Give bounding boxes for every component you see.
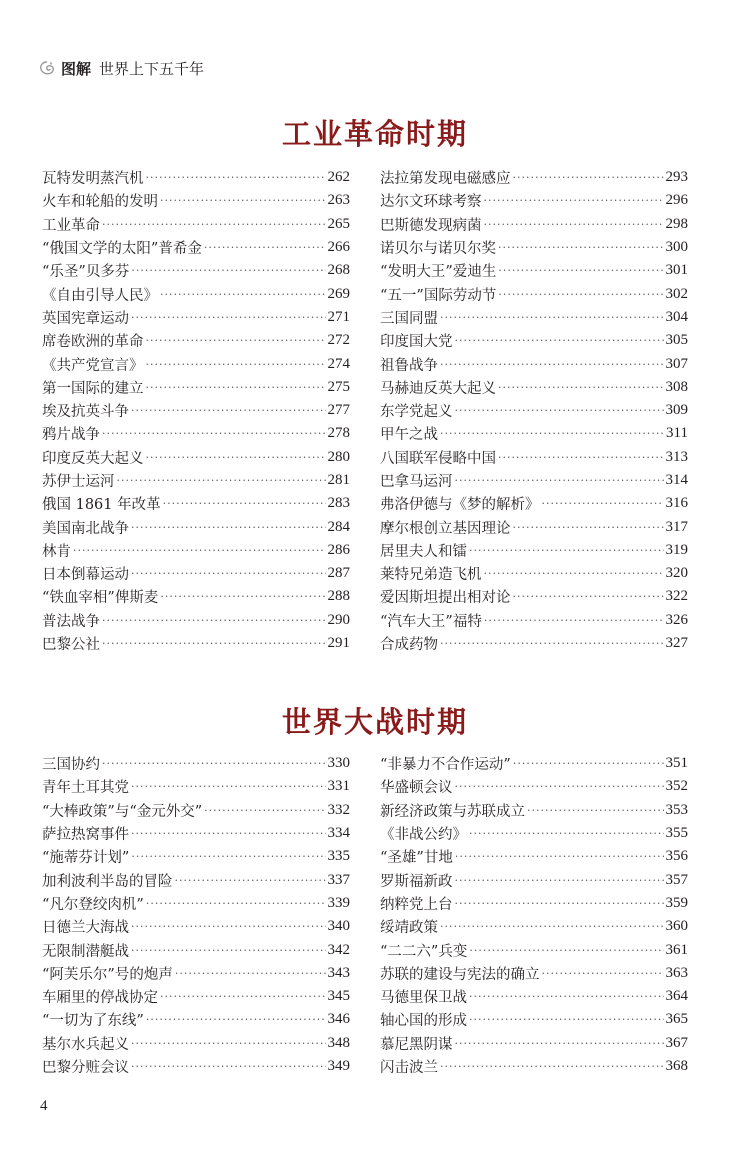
dot-leader	[455, 897, 664, 910]
toc-entry-page: 314	[665, 472, 688, 488]
dot-leader	[160, 590, 325, 603]
toc-entry-title: “圣雄”甘地	[380, 850, 453, 867]
toc-entry[interactable]	[380, 422, 688, 445]
toc-column-right	[380, 752, 688, 1078]
toc-entry-page: 268	[327, 262, 350, 279]
dot-leader	[455, 850, 664, 863]
toc-entry-page: 265	[327, 215, 350, 232]
dot-leader	[131, 1060, 326, 1073]
toc-entry[interactable]	[42, 236, 350, 259]
toc-entry[interactable]	[380, 1055, 688, 1078]
toc-entry-title: 《共产党宣言》	[42, 357, 144, 374]
toc-entry-title: “大棒政策”与“金元外交”	[42, 803, 203, 820]
toc-entry-title: 轴心国的形成	[380, 1013, 467, 1030]
dot-leader	[484, 567, 664, 580]
toc-entry-title: 罗斯福新政	[380, 873, 453, 890]
toc-entry[interactable]	[380, 609, 688, 632]
dot-leader	[117, 474, 326, 487]
toc-entry-title: 苏伊士运河	[42, 474, 115, 490]
toc-entry-page: 291	[327, 635, 350, 652]
toc-entry-title: 苏联的建设与宪法的确立	[380, 966, 540, 983]
toc-entry[interactable]	[42, 492, 350, 515]
dot-leader	[469, 827, 664, 840]
toc-entry[interactable]	[42, 822, 350, 845]
dot-leader	[175, 967, 326, 980]
toc-entry[interactable]	[42, 352, 350, 375]
toc-entry[interactable]	[380, 562, 688, 585]
toc-entry-title: 新经济政策与苏联成立	[380, 803, 525, 820]
toc-entry-page: 327	[665, 635, 688, 652]
toc-entry-title: “凡尔登绞肉机”	[42, 896, 144, 913]
toc-entry-page: 332	[327, 801, 350, 818]
toc-entry-page: 301	[665, 262, 688, 279]
toc-entry-title: 三国同盟	[380, 310, 438, 327]
toc-entry-title: 绥靖政策	[380, 920, 438, 937]
toc-entry-page: 360	[665, 918, 688, 935]
toc-entry-page: 262	[327, 169, 350, 186]
toc-entry[interactable]	[42, 585, 350, 608]
dot-leader	[542, 497, 664, 510]
toc-entry[interactable]	[380, 166, 688, 189]
toc-entry-title: 日本倒幕运动	[42, 567, 129, 584]
toc-entry-title: 巴黎分赃会议	[42, 1060, 129, 1076]
toc-entry-page: 302	[665, 285, 688, 302]
dot-leader	[484, 194, 664, 207]
toc-entry-page: 283	[327, 495, 350, 512]
toc-entry-title: 车厢里的停战协定	[42, 990, 158, 1007]
toc-entry-title: 普法战争	[42, 613, 100, 630]
toc-entry-title: “铁血宰相”俾斯麦	[42, 590, 159, 607]
toc-entry-title: “乐圣”贝多芬	[42, 264, 130, 281]
swirl-logo-icon	[38, 60, 56, 78]
toc-entry[interactable]	[380, 189, 688, 212]
toc-entry[interactable]	[380, 822, 688, 845]
toc-entry[interactable]	[42, 845, 350, 868]
toc-entry-title: 日德兰大海战	[42, 920, 129, 937]
toc-entry-title: 诺贝尔与诺贝尔奖	[380, 241, 496, 258]
toc-entry[interactable]	[380, 282, 688, 305]
toc-entry-title: 瓦特发明蒸汽机	[42, 171, 144, 188]
toc-entry-page: 288	[327, 588, 350, 605]
toc-entry[interactable]	[42, 609, 350, 632]
dot-leader	[131, 780, 326, 793]
dot-leader	[498, 288, 663, 301]
toc-entry-title: 八国联军侵略中国	[380, 450, 496, 467]
toc-entry-title: 摩尔根创立基因理论	[380, 520, 511, 537]
toc-entry-title: 《自由引导人民》	[42, 287, 158, 304]
toc-entry-title: “发明大王”爱迪生	[380, 264, 497, 281]
toc-entry[interactable]	[380, 352, 688, 375]
toc-entry[interactable]	[42, 446, 350, 469]
toc-entry-title: 印度反英大起义	[42, 450, 144, 467]
toc-entry[interactable]	[380, 752, 688, 775]
toc-entry[interactable]	[380, 1032, 688, 1055]
toc-entry-page: 281	[327, 472, 350, 488]
toc-entry-title: 马赫迪反英大起义	[380, 380, 496, 397]
toc-entry[interactable]	[42, 166, 350, 189]
dot-leader	[73, 544, 326, 557]
toc-entry-page: 277	[327, 402, 350, 419]
dot-leader	[440, 311, 664, 324]
page-number: 4	[40, 1098, 48, 1114]
toc-entry-page: 348	[327, 1034, 350, 1051]
toc-entry[interactable]	[380, 469, 688, 492]
toc-entry-page: 351	[665, 755, 688, 772]
toc-entry[interactable]	[380, 539, 688, 562]
toc-entry[interactable]	[42, 329, 350, 352]
toc-entry[interactable]	[380, 1008, 688, 1031]
dot-leader	[204, 241, 326, 254]
dot-leader	[102, 757, 326, 770]
toc-column-right	[380, 166, 688, 655]
dot-leader	[440, 427, 664, 440]
toc-entry[interactable]	[42, 1032, 350, 1055]
toc-entry-page: 304	[665, 308, 688, 325]
toc-entry[interactable]	[42, 962, 350, 985]
toc-entry-title: 莱特兄弟造飞机	[380, 567, 482, 584]
toc-entry-page: 330	[327, 755, 350, 772]
toc-entry[interactable]	[380, 213, 688, 236]
toc-column-left	[42, 752, 350, 1078]
toc-entry-page: 305	[665, 332, 688, 349]
toc-entry[interactable]	[380, 585, 688, 608]
toc-entry-page: 269	[327, 285, 350, 302]
toc-entry-title: 英国宪章运动	[42, 310, 129, 327]
toc-entry[interactable]	[380, 329, 688, 352]
toc-entry[interactable]	[42, 189, 350, 212]
dot-leader	[440, 637, 664, 650]
toc-entry[interactable]	[380, 492, 688, 515]
dot-leader	[455, 780, 664, 793]
toc-entry-page: 266	[327, 239, 350, 256]
toc-entry-page: 352	[665, 778, 688, 795]
toc-entry-title: 华盛顿会议	[380, 780, 453, 797]
dot-leader	[469, 944, 663, 957]
dot-leader	[131, 827, 326, 840]
toc-entry-page: 286	[327, 541, 350, 558]
toc-entry[interactable]	[42, 469, 350, 492]
toc-entry-page: 340	[327, 918, 350, 935]
toc-entry-page: 355	[665, 825, 688, 842]
toc-entry-page: 346	[327, 1011, 350, 1028]
toc-entry-title: “施蒂芬计划”	[42, 850, 130, 867]
dot-leader	[131, 404, 326, 417]
dot-leader	[527, 804, 664, 817]
toc-entry[interactable]	[380, 892, 688, 915]
dot-leader	[498, 381, 664, 394]
toc-entry-page: 353	[665, 801, 688, 818]
toc-entry-title: 加利波利半岛的冒险	[42, 873, 173, 890]
toc-entry-title: 闪击波兰	[380, 1060, 438, 1076]
toc-entry-title: 祖鲁战争	[380, 357, 438, 374]
dot-leader	[131, 850, 325, 863]
dot-leader	[455, 334, 664, 347]
toc-entry[interactable]	[380, 985, 688, 1008]
dot-leader	[131, 311, 326, 324]
toc-entry[interactable]	[380, 915, 688, 938]
toc-entry[interactable]	[380, 845, 688, 868]
dot-leader	[146, 171, 326, 184]
dot-leader	[440, 920, 664, 933]
dot-leader	[131, 920, 326, 933]
toc-entry-page: 345	[327, 988, 350, 1005]
toc-entry-page: 359	[665, 894, 688, 911]
toc-entry[interactable]	[380, 376, 688, 399]
toc-entry-title: 居里夫人和镭	[380, 543, 467, 560]
toc-entry-page: 357	[665, 871, 688, 888]
dot-leader	[131, 944, 326, 957]
toc-entry-page: 293	[665, 169, 688, 186]
toc-entry-title: 法拉第发现电磁感应	[380, 171, 511, 188]
toc-entry[interactable]	[380, 259, 688, 282]
dot-leader	[146, 358, 326, 371]
dot-leader	[102, 218, 326, 231]
toc-entry-page: 365	[665, 1011, 688, 1028]
dot-leader	[131, 264, 325, 277]
dot-leader	[484, 614, 664, 627]
dot-leader	[146, 897, 326, 910]
toc-entry-title: 巴拿马运河	[380, 474, 453, 490]
toc-entry-title: 基尔水兵起义	[42, 1036, 129, 1053]
toc-entry[interactable]	[42, 915, 350, 938]
dot-leader	[102, 427, 326, 440]
toc-entry[interactable]	[42, 752, 350, 775]
dot-leader	[131, 567, 326, 580]
toc-entry-title: “五一”国际劳动节	[380, 287, 497, 304]
toc-entry-title: 萨拉热窝事件	[42, 827, 129, 844]
toc-entry[interactable]	[42, 938, 350, 961]
dot-leader	[455, 1037, 664, 1050]
toc-entry[interactable]	[380, 446, 688, 469]
running-header	[38, 58, 204, 79]
toc-entry-title: 慕尼黑阴谋	[380, 1036, 453, 1053]
toc-entry-title: 达尔文环球考察	[380, 194, 482, 211]
toc-entry[interactable]	[380, 236, 688, 259]
dot-leader	[455, 874, 664, 887]
dot-leader	[498, 264, 663, 277]
toc-entry-page: 280	[327, 448, 350, 465]
toc-entry-title: 爱因斯坦提出相对论	[380, 590, 511, 607]
toc-entry-page: 322	[665, 588, 688, 605]
toc-entry-page: 287	[327, 565, 350, 582]
toc-entry-title: 俄国 1861 年改革	[42, 497, 161, 514]
toc-entry[interactable]	[42, 376, 350, 399]
dot-leader	[160, 990, 326, 1003]
toc-entry-title: 青年土耳其党	[42, 780, 129, 797]
toc-entry-page: 335	[327, 848, 350, 865]
toc-entry-page: 307	[665, 355, 688, 372]
dot-leader	[146, 1013, 326, 1026]
toc-entry-title: 《非战公约》	[380, 827, 467, 844]
toc-entry[interactable]	[42, 562, 350, 585]
toc-entry-page: 298	[665, 215, 688, 232]
toc-entry-page: 349	[327, 1058, 350, 1074]
toc-entry-page: 368	[665, 1058, 688, 1074]
toc-entry[interactable]	[42, 799, 350, 822]
toc-entry-title: 印度国大党	[380, 334, 453, 351]
dot-leader	[204, 804, 325, 817]
toc-entry-title: 三国协约	[42, 757, 100, 774]
dot-leader	[469, 990, 664, 1003]
toc-entry[interactable]	[380, 399, 688, 422]
toc-entry-title: 巴黎公社	[42, 637, 100, 654]
toc-entry-page: 343	[327, 964, 350, 981]
toc-entry[interactable]	[42, 632, 350, 655]
toc-entry[interactable]	[380, 632, 688, 655]
toc-entry-page: 300	[665, 239, 688, 256]
toc-entry-title: 合成药物	[380, 637, 438, 654]
toc-entry-page: 271	[327, 308, 350, 325]
toc-entry-page: 278	[327, 425, 350, 442]
dot-leader	[498, 451, 664, 464]
toc-entry-page: 339	[327, 894, 350, 911]
dot-leader	[513, 521, 664, 534]
toc-entry-page: 308	[665, 378, 688, 395]
toc-entry[interactable]	[380, 306, 688, 329]
toc-entry[interactable]	[42, 985, 350, 1008]
toc-entry[interactable]	[42, 282, 350, 305]
dot-leader	[542, 967, 664, 980]
toc-entry[interactable]	[380, 799, 688, 822]
dot-leader	[513, 757, 664, 770]
toc-entry-page: 356	[665, 848, 688, 865]
dot-leader	[513, 590, 664, 603]
toc-entry-title: 埃及抗英斗争	[42, 404, 129, 421]
toc-entry-title: 美国南北战争	[42, 520, 129, 537]
header-book-title: 世界上下五千年	[99, 60, 205, 78]
toc-entry[interactable]	[42, 1008, 350, 1031]
toc-entry[interactable]	[42, 213, 350, 236]
dot-leader	[131, 521, 326, 534]
section-title-industrial-revolution: 工业革命时期	[281, 117, 468, 151]
dot-leader	[146, 334, 326, 347]
toc-entry-page: 317	[665, 518, 688, 535]
dot-leader	[102, 637, 326, 650]
toc-entry-page: 319	[665, 541, 688, 558]
toc-entry[interactable]	[42, 306, 350, 329]
toc-entry-title: 纳粹党上台	[380, 896, 453, 913]
dot-leader	[513, 171, 664, 184]
toc-entry-title: “非暴力不合作运动”	[380, 757, 511, 774]
header-main-label: 图解	[61, 60, 92, 78]
toc-entry-title: 第一国际的建立	[42, 380, 144, 397]
toc-entry-page: 284	[327, 518, 350, 535]
toc-entry[interactable]	[42, 539, 350, 562]
toc-entry-title: 甲午之战	[380, 427, 438, 444]
toc-entry-title: 无限制潜艇战	[42, 943, 129, 960]
toc-entry-page: 275	[327, 378, 350, 395]
dot-leader	[469, 544, 664, 557]
toc-entry-page: 331	[327, 778, 350, 795]
dot-leader	[146, 381, 326, 394]
toc-entry[interactable]	[42, 259, 350, 282]
dot-leader	[440, 358, 664, 371]
toc-entry-title: “二二六”兵变	[380, 943, 468, 960]
dot-leader	[102, 614, 326, 627]
toc-entry-page: 274	[327, 355, 350, 372]
toc-entry-page: 342	[327, 941, 350, 958]
toc-entry-title: “俄国文学的太阳”普希金	[42, 241, 202, 258]
dot-leader	[455, 474, 664, 487]
dot-leader	[163, 497, 326, 510]
toc-entry[interactable]	[42, 1055, 350, 1078]
toc-entry-page: 320	[665, 565, 688, 582]
toc-entry-title: “汽车大王”福特	[380, 613, 482, 630]
toc-entry-page: 311	[666, 425, 688, 442]
dot-leader	[160, 288, 326, 301]
toc-entry[interactable]	[380, 962, 688, 985]
toc-entry-page: 326	[665, 611, 688, 628]
section-title-world-war: 世界大战时期	[281, 705, 468, 739]
toc-entry-page: 364	[665, 988, 688, 1005]
toc-entry-title: 林肯	[42, 543, 71, 560]
toc-entry[interactable]	[380, 938, 688, 961]
toc-entry-title: 工业革命	[42, 217, 100, 234]
dot-leader	[160, 194, 326, 207]
toc-entry[interactable]	[380, 775, 688, 798]
dot-leader	[175, 874, 326, 887]
toc-entry-title: 弗洛伊德与《梦的解析》	[380, 497, 540, 514]
toc-entry-page: 363	[665, 964, 688, 981]
toc-entry-page: 272	[327, 332, 350, 349]
toc-entry-title: 马德里保卫战	[380, 990, 467, 1007]
dot-leader	[498, 241, 664, 254]
toc-entry-title: “阿芙乐尔”号的炮声	[42, 966, 173, 983]
dot-leader	[146, 451, 326, 464]
toc-entry[interactable]	[42, 868, 350, 891]
dot-leader	[484, 218, 664, 231]
toc-entry[interactable]	[42, 422, 350, 445]
toc-entry[interactable]	[380, 868, 688, 891]
toc-entry-title: 东学党起义	[380, 404, 453, 421]
toc-entry-page: 313	[665, 448, 688, 465]
dot-leader	[131, 1037, 326, 1050]
toc-entry-page: 316	[665, 495, 688, 512]
toc-entry-page: 361	[665, 941, 688, 958]
toc-entry-page: 337	[327, 871, 350, 888]
toc-entry[interactable]	[42, 775, 350, 798]
toc-column-left	[42, 166, 350, 655]
toc-entry-page: 309	[665, 402, 688, 419]
toc-entry-title: 鸦片战争	[42, 427, 100, 444]
toc-entry-title: 巴斯德发现病菌	[380, 217, 482, 234]
toc-entry-page: 367	[665, 1034, 688, 1051]
toc-entry-page: 263	[327, 192, 350, 209]
toc-entry[interactable]	[42, 399, 350, 422]
toc-entry-page: 296	[665, 192, 688, 209]
toc-entry[interactable]	[42, 515, 350, 538]
dot-leader	[440, 1060, 664, 1073]
toc-entry-page: 334	[327, 825, 350, 842]
toc-entry[interactable]	[42, 892, 350, 915]
toc-entry-page: 290	[327, 611, 350, 628]
toc-entry-title: 席卷欧洲的革命	[42, 334, 144, 351]
toc-entry[interactable]	[380, 515, 688, 538]
toc-entry-title: “一切为了东线”	[42, 1013, 144, 1030]
dot-leader	[469, 1013, 664, 1026]
toc-entry-title: 火车和轮船的发明	[42, 194, 158, 211]
dot-leader	[455, 404, 664, 417]
